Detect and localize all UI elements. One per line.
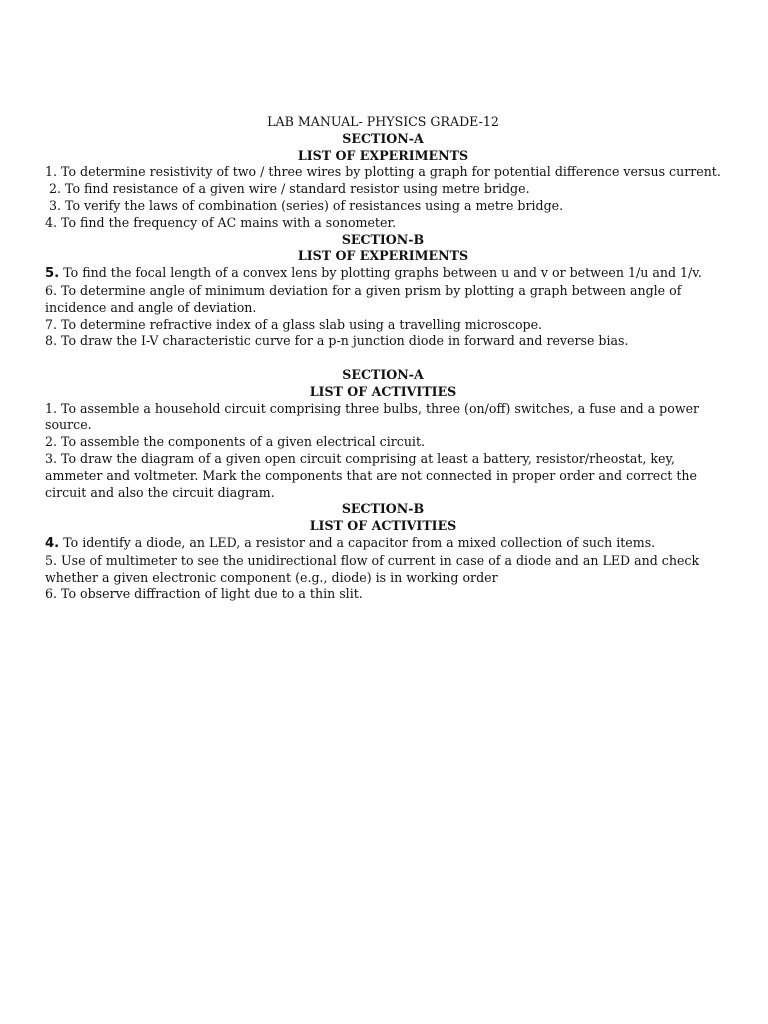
experiment-item-5-number: 5. — [45, 266, 60, 282]
document-title: LAB MANUAL- PHYSICS GRADE-12 — [267, 114, 499, 129]
experiments-b-heading: LIST OF EXPERIMENTS — [297, 248, 469, 264]
experiment-item-4: 4. To find the frequency of AC mains with a sonometer. — [45, 214, 397, 230]
activity-item-1: 1. To assemble a household circuit comprising three bulbs, three (on/off) switches, a fuse and a power source. — [45, 400, 700, 433]
activities-a-heading: LIST OF ACTIVITIES — [309, 383, 457, 399]
document-page — [45, 114, 721, 603]
activity-item-4-text: To identify a diode, an LED, a resistor and a capacitor from a mixed collection of such items. — [59, 534, 656, 550]
experiment-item-7: 7. To determine refractive index of a glass slab using a travelling microscope. — [45, 316, 543, 332]
experiment-item-5 — [45, 265, 721, 283]
experiment-item-6: 6. To determine angle of minimum deviation for a given prism by plotting a graph between angle of incidence and angle of deviation. — [45, 282, 682, 315]
experiment-item-3: 3. To verify the laws of combination (series) of resistances using a metre bridge. — [49, 197, 564, 213]
experiment-item-1: 1. To determine resistivity of two / three wires by plotting a graph for potential difference versus current. — [45, 164, 721, 180]
experiment-item-2: 2. To find resistance of a given wire / standard resistor using metre bridge. — [49, 181, 530, 197]
section-a-activities-label: SECTION-A — [342, 366, 424, 382]
activity-item-6: 6. To observe diffraction of light due to a thin slit. — [45, 586, 363, 602]
experiment-item-8: 8. To draw the I-V characteristic curve for a p-n junction diode in forward and reverse bias. — [45, 333, 629, 349]
activity-item-4-number: 4. — [45, 535, 60, 551]
section-b-activities-label: SECTION-B — [341, 501, 425, 517]
experiment-item-5-text: To find the focal length of a convex lens by plotting graphs between u and v or between 1/u and 1/v. — [59, 265, 702, 281]
activity-item-3: 3. To draw the diagram of a given open circuit comprising at least a battery, resistor/rheostat, key, ammeter and voltmeter. Mark the components that are not connected in proper order and correct the circuit and also the circuit diagram. — [45, 450, 697, 500]
activity-item-5: 5. Use of multimeter to see the unidirectional flow of current in case of a diode and an LED and check whether a given electronic component (e.g., diode) is in working order — [45, 552, 700, 585]
section-spacer — [45, 350, 721, 367]
section-a-experiments-label: SECTION-A — [342, 130, 424, 146]
activities-b-heading: LIST OF ACTIVITIES — [309, 518, 457, 534]
section-b-experiments-label: SECTION-B — [341, 231, 425, 247]
activity-item-2: 2. To assemble the components of a given electrical circuit. — [45, 434, 426, 450]
experiments-a-heading: LIST OF EXPERIMENTS — [297, 147, 469, 163]
activity-item-4 — [45, 535, 721, 553]
